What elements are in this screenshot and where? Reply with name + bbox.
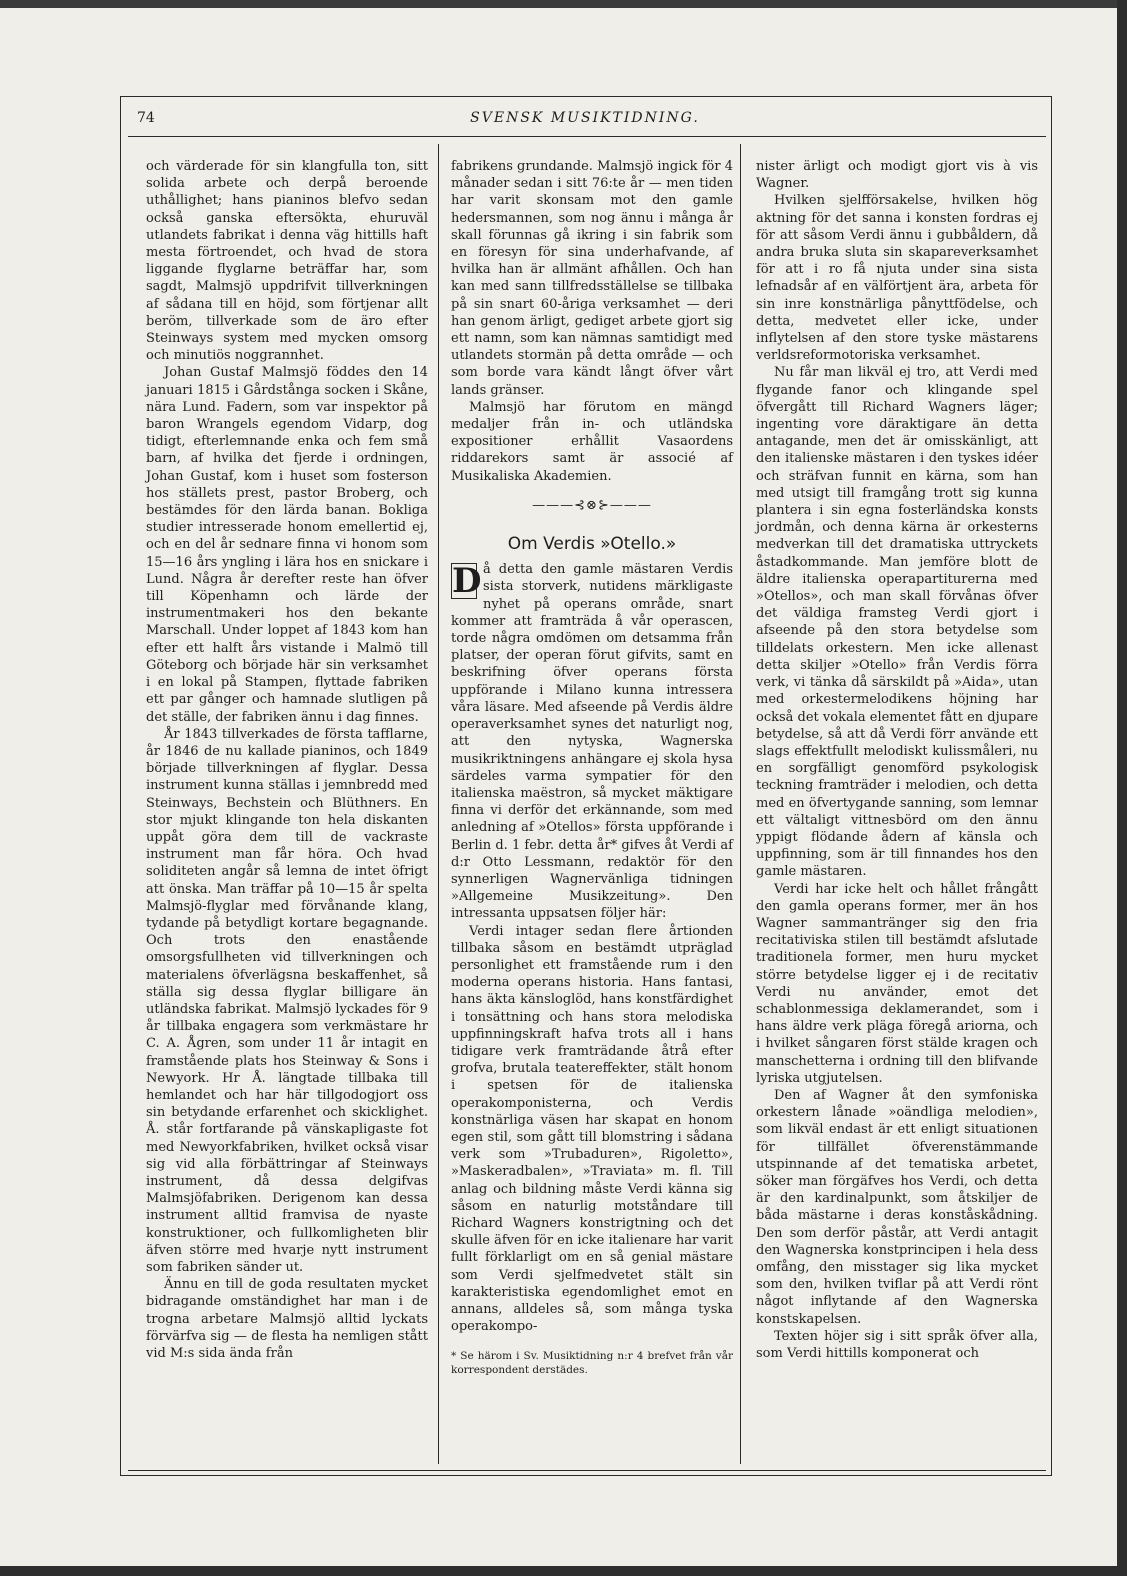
paragraph: Texten höjer sig i sitt språk öfver alla, som Verdi hittills komponerat och (756, 1328, 1038, 1362)
section-ornament: ———⊰⊗⊱——— (532, 497, 652, 513)
paragraph: nister ärligt och modigt gjort vis à vis Wagner. (756, 159, 1038, 192)
paragraph: fabrikens grundande. Malmsjö ingick för 4 månader sedan i sitt 76:te år — men tiden har varit skonsam mot den gamle hedersmannen, som nog ännu i många år skall förunnas gå ikring i sin fabrik som en föresyn för sina underhafvande, af hvilka han är allmänt afhållen. Och han kan med sann tillfredsställelse se tillbaka på sin snart 60-åriga verksamhet — deri han genom ärligt, gediget arbete gjort sig ett namn, som kan nämnas samtidigt med utlandets stormän på detta område — och som borde vara kändt långt öfver vårt lands gränser. (451, 159, 733, 398)
paragraph: Den af Wagner åt den symfoniska orkestern lånade »oändliga melodien», som likväl endast är ett enligt situationen för tillfället öfverenstämmande utspinnande af det tematiska arbetet, söker man förgäfves hos Verdi, och detta är den kardinalpunkt, som åtskiljer de båda mästarne i deras konståskådning. Den som derför påstår, att Verdi antagit den Wagnerska konstprincipen i hela dess omfång, den misstager sig lika mycket som den, hvilken tviflar på att Verdi rönt något inflytande af den Wagnerska konstskapelsen. (756, 1087, 1038, 1327)
column-divider-2 (740, 144, 741, 1464)
journal-title: SVENSK MUSIKTIDNING. (470, 110, 700, 126)
dropcap-letter: D (452, 561, 482, 602)
paragraph: År 1843 tillverkades de första tafflarne, år 1846 de nu kallade pianinos, och 1849 började tillverkningen af flyglar. Dessa instrument kunna ställas i jemnbredd med Steinways, Bechstein och Blüthners. En stor mjukt klingande ton hela diskanten uppåt göra dem till de vackraste instrument man får höra. Och hvad soliditeten angår så lemna de intet öfrigt att önska. Man träffar på 10—15 år spelta Malmsjö-flyglar med förvånande klang, tydande på betydligt kortare begagnande. Och trots den enastående omsorgsfullheten vid tillverkningen och materialens öfverlägsna beskaffenhet, så ställa sig dessa flyglar billigare än utländska fabrikat. Malmsjö lyckades för 9 år tillbaka engagera som verkmästare hr C. A. Ågren, som under 11 år intagit en framstående plats hos Steinway & Sons i Newyork. Hr Å. längtade tillbaka till hemlandet och har här tillgodogjort oss sin betydande erfarenhet och skicklighet. Å. står fortfarande på vänskapligaste fot med Newyorkfabriken, hvilket också visar sig vid alla förbättringar af Steinways instrument, då dessa delgifvas Malmsjöfabriken. Derigenom kan dessa instrument alltid framvisa de nyaste konstruktioner, och fullkomligheten blir äfven större med hvarje nytt instrument som fabriken sänder ut. (146, 726, 428, 1275)
scan-edge-bottom (0, 1566, 1127, 1576)
article-lead-paragraph (451, 561, 733, 922)
bottom-rule (128, 1470, 1046, 1471)
header-rule (128, 136, 1046, 137)
paragraph: och värderade för sin klangfulla ton, sitt solida arbete och derpå beroende uthållighet; hans pianinos blefvo sedan också ganska eftersökta, ehuruväl utlandets fabrikat i denna väg hittills haft mesta förtroendet, och hvad de stora liggande flyglarne beträffar har, som sagdt, Malmsjö uppdrifvit tillverkningen af sådana till en höjd, som förtjenar allt beröm, tillverkade som de äro efter Steinways system med mycken omsorg och minutiös noggrannhet. (146, 159, 428, 364)
paragraph: Verdi har icke helt och hållet frångått den gamla operans former, mer än hos Wagner sammantränger sig den fria recitativiska stilen till bestämdt afslutade traditionela former, men huru mycket större betydelse ligger ej i de recitativ Verdi nu använder, emot det schablonmessiga deklamerandet, som i hans äldre verk pläga föregå ariorna, och i hvilket sångaren först stälde kragen och manschetterna i ordning till den blifvande lyriska utgjutelsen. (756, 881, 1038, 1086)
scan-edge-right (1117, 0, 1127, 1576)
paragraph: Nu får man likväl ej tro, att Verdi med flygande fanor och klingande spel öfvergått till Richard Wagners läger; ingenting vore däraktigare än detta antagande, men det är omisskänligt, att den italienske mästaren i den tyskes idéer och sträfvan funnit en kärna, som han med utsigt till framgång trott sig kunna plantera i sin egna fosterländska konsts jordmån, och denna kärna är orkesterns medverkan till det dramatiska uttryckets åstadkommande. Man jemföre blott de äldre italienska operapartiturerna med »Otellos», och man skall förvånas öfver det väldiga framsteg Verdi gjort i afseende på den stora betydelse som tilldelats orkestern. Men icke allenast detta skiljer »Otello» från Verdis förra verk, vi tänka då särskildt på »Aida», utan med orkestermelodikens höjning har också det vokala elementet fått en djupare betydelse, så att då Verdi förr använde ett slags effektfullt melodiskt kulissmåleri, nu en sorgfälligt genomförd psykologisk teckning framträder i melodien, och detta med en öfvertygande sanning, som lemnar ett vältaligt vittnesbörd om den ännu yppigt flödande ådern af känsla och uppfinning, som är till finnandes hos den gamle mästaren. (756, 365, 1039, 880)
column-1 (146, 158, 428, 1362)
column-divider-1 (438, 144, 439, 1464)
paragraph: Ännu en till de goda resultaten mycket bidragande omständighet har man i de trogna arbetare Malmsjö alltid lyckats förvärfva sig — de flesta ha nemligen stått vid M:s sida ända från (146, 1277, 428, 1362)
article-title: Om Verdis »Otello.» (507, 534, 677, 555)
paragraph: Malmsjö har förutom en mängd medaljer från in- och utländska expositioner erhållit Vasaordens riddarekors samt är associé af Musikaliska Akademien. (451, 399, 733, 484)
column-3 (756, 158, 1038, 1362)
page-number: 74 (137, 110, 155, 126)
article-lead-text: å detta den gamle mästaren Verdis sista storverk, nutidens märkligaste nyhet på operans område, snart kommer att framträda å vår operascen, torde några omdömen om detsamma från platser, der operan förut gifvits, samt en beskrifning öfver operans första uppförande i Milano kunna intressera våra läsare. Med afseende på Verdis äldre operaverksamhet synes det naturligt nog, att den nytyska, Wagnerska musikriktningens anhängare ej skola hysa särdeles varma sympatier för den italienska maëstron, så mycket mäktigare finna vi derför det erkännande, som med anledning af »Otellos» första uppförande i Berlin d. 1 febr. detta år* gifves åt Verdi af d:r Otto Lessmann, redaktör för den synnerligen Wagnervänliga tidningen »Allgemeine Musikzeitung». Den intressanta uppsatsen följer här: (451, 562, 733, 922)
column-2 (451, 158, 733, 1377)
paragraph: Johan Gustaf Malmsjö föddes den 14 januari 1815 i Gårdstånga socken i Skåne, nära Lund. Fadern, som var inspektor på baron Wrangels egendom Vidarp, dog tidigt, efterlemnande enka och fem små barn, af hvilka det fjerde i ordningen, Johan Gustaf, kom i huset som fosterson hos ställets prest, pastor Broberg, och bestämdes för den lärda banan. Bokliga studier intresserade honom emellertid ej, och en del år sednare finna vi honom som 15—16 års yngling i lära hos en snickare i Lund. Några år derefter reste han öfver till Köpenhamn och lärde der instrumentmakeri hos den bekante Marschall. Under loppet af 1843 kom han efter ett halft års vistande i Malmö till Göteborg och började här sin verksamhet i en lokal på Stampen, flyttade fabriken ett par gånger och hamnade slutligen på det ställe, der fabriken ännu i dag finnes. (146, 365, 428, 725)
paragraph: Verdi intager sedan flere årtionden tillbaka såsom en bestämdt utpräglad personlighet ett framstående rum i den moderna operans historia. Hans fantasi, hans äkta känsloglöd, hans konstfärdighet i tonsättning och hans stora melodiska uppfinningskraft hafva trots all i hans tidigare verk framträdande åtrå efter grofva, brutala teatereffekter, stält honom i spetsen för de italienska operakomponisterna, och Verdis konstnärliga väsen har skapat en honom egen stil, som gått till blomstring i sådana verk som »Trubaduren», Rigoletto», »Maskeradbalen», »Traviata» m. fl. Till anlag och bildning måste Verdi känna sig såsom en naturlig motståndare till Richard Wagners konstrigtning och det skulle äfven för en icke italienare har varit fullt förklarligt om en så genial mästare som Verdi sjelfmedvetet stält sin karakteristiska egendomlighet emot en annans, alldeles så, som många tyska operakompo- (451, 923, 733, 1335)
paragraph: Hvilken sjelfförsakelse, hvilken hög aktning för det sanna i konsten fordras ej för att såsom Verdi ännu i gubbåldern, då andra bruka sluta sin skapareverksamhet för att i ro få njuta under sina sista lefnadsår af en välförtjent ära, arbeta för sin inre konstnärliga pånyttfödelse, och detta, medvetet eller icke, under inflytelsen af den store tyske mästarens verldsreformotoriska verksamhet. (756, 193, 1038, 364)
footnote: * Se härom i Sv. Musiktidning n:r 4 brefvet från vår korrespondent derstädes. (451, 1350, 733, 1377)
scan-edge-top (0, 0, 1127, 8)
